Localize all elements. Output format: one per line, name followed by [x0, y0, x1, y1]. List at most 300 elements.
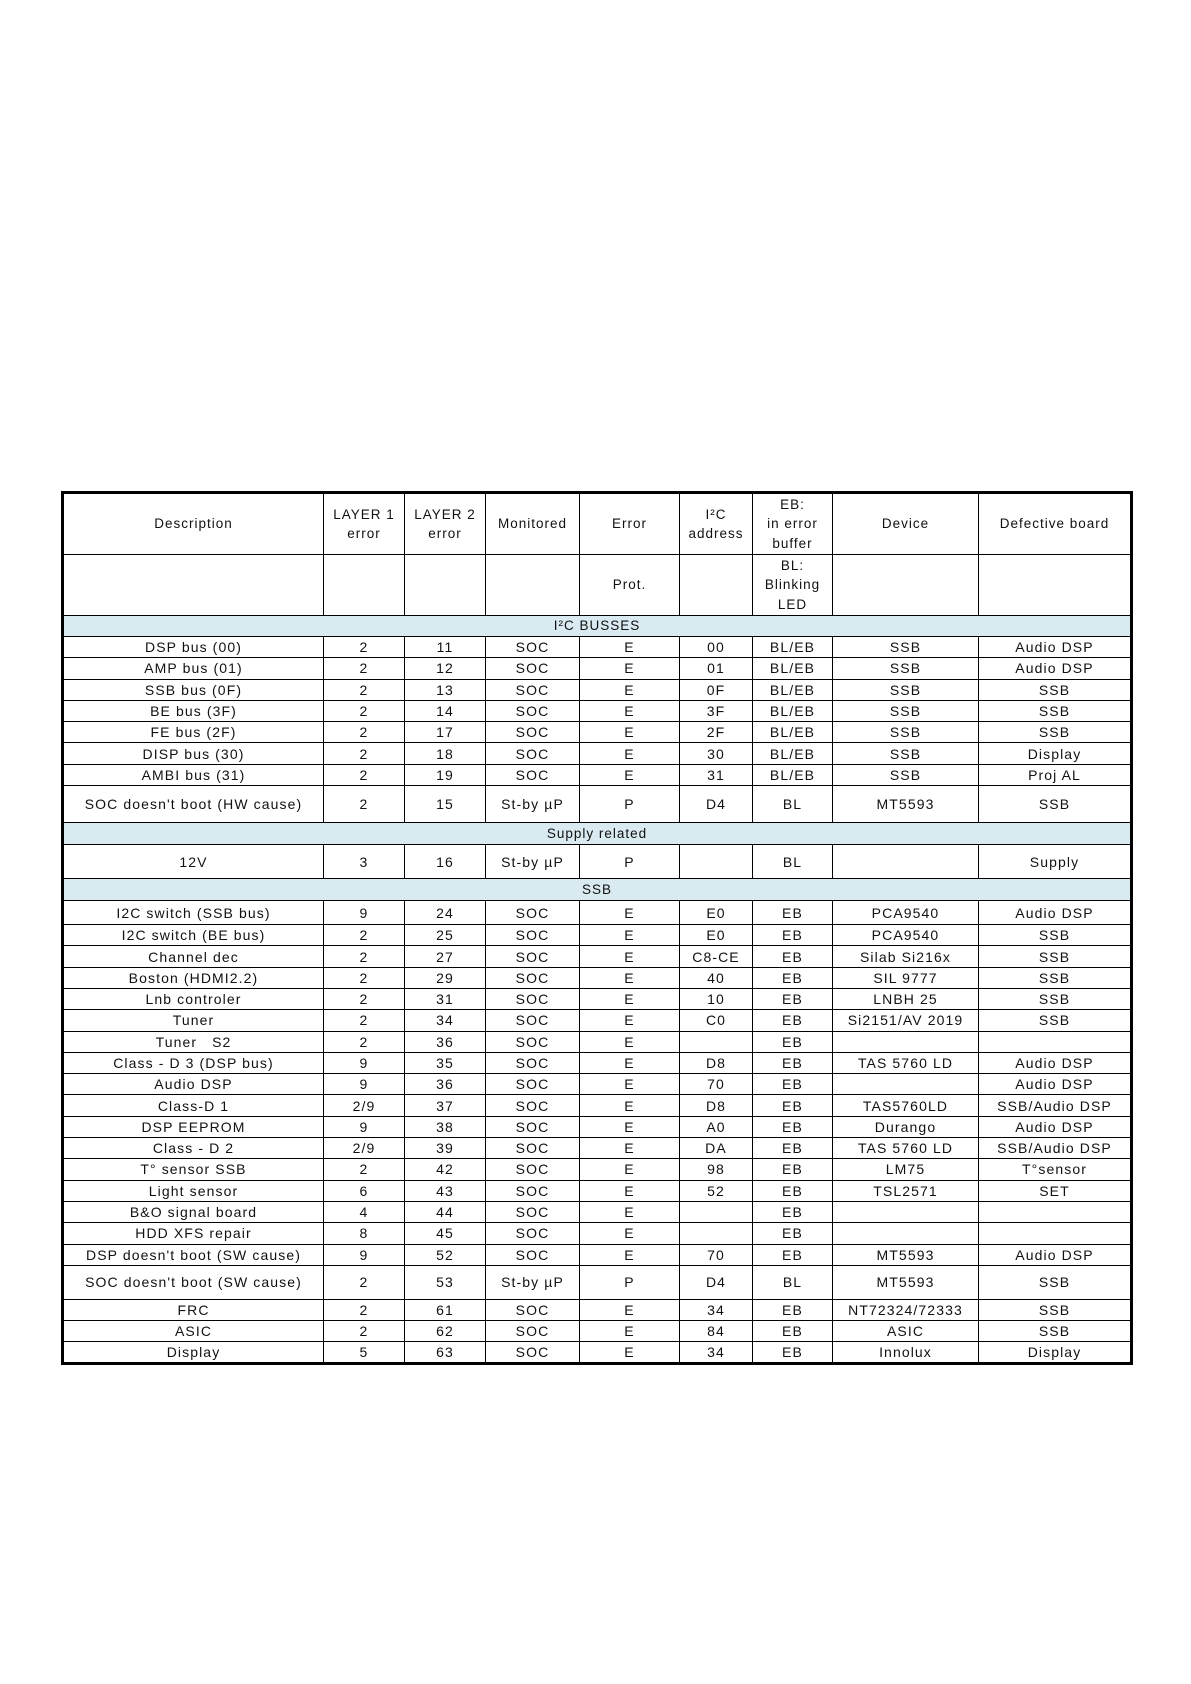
- header-eb-in-error-buffer: [753, 493, 833, 555]
- section-row: [63, 879, 1132, 901]
- cell-defective-board: T°sensor: [979, 1159, 1132, 1180]
- cell-layer1-error: 4: [324, 1201, 405, 1222]
- cell-layer1-error: 2: [324, 946, 405, 967]
- table-row: [63, 1074, 1132, 1095]
- cell-i2c-address: D4: [680, 1265, 753, 1299]
- cell-monitored: SOC: [486, 946, 580, 967]
- cell-monitored: SOC: [486, 1321, 580, 1342]
- cell-defective-board: [979, 1031, 1132, 1052]
- cell-layer2-error: 19: [405, 764, 486, 785]
- cell-description: SSB bus (0F): [63, 679, 324, 700]
- cell-device: MT5593: [833, 1265, 979, 1299]
- table-row: [63, 1138, 1132, 1159]
- cell-description: DSP bus (00): [63, 637, 324, 658]
- cell-monitored: SOC: [486, 1116, 580, 1137]
- cell-device: [833, 1031, 979, 1052]
- cell-i2c-address: 0F: [680, 679, 753, 700]
- cell-layer2-error: 14: [405, 700, 486, 721]
- header-sub-device: [833, 555, 979, 616]
- cell-eb-bl: EB: [753, 1180, 833, 1201]
- header-defective-board: Defective board: [979, 493, 1132, 555]
- header-bl-blinking-led: [753, 555, 833, 616]
- cell-defective-board: SSB: [979, 1010, 1132, 1031]
- table-row: [63, 786, 1132, 823]
- cell-device: SSB: [833, 764, 979, 785]
- cell-description: SOC doesn't boot (SW cause): [63, 1265, 324, 1299]
- cell-eb-bl: EB: [753, 1010, 833, 1031]
- cell-layer2-error: 62: [405, 1321, 486, 1342]
- cell-monitored: SOC: [486, 637, 580, 658]
- header-layer1-error-line: error: [347, 526, 381, 541]
- cell-layer1-error: 6: [324, 1180, 405, 1201]
- cell-layer1-error: 2: [324, 786, 405, 823]
- cell-error-prot: E: [580, 967, 680, 988]
- cell-layer1-error: 2: [324, 1321, 405, 1342]
- cell-device: SSB: [833, 637, 979, 658]
- cell-error-prot: E: [580, 988, 680, 1009]
- cell-description: Class - D 3 (DSP bus): [63, 1052, 324, 1073]
- table-row: [63, 1052, 1132, 1073]
- error-code-table: [61, 491, 1133, 1365]
- cell-i2c-address: 10: [680, 988, 753, 1009]
- table-row: [63, 764, 1132, 785]
- cell-eb-bl: EB: [753, 925, 833, 946]
- section-title: SSB: [63, 879, 1132, 901]
- cell-monitored: SOC: [486, 1180, 580, 1201]
- cell-i2c-address: 70: [680, 1074, 753, 1095]
- cell-layer2-error: 16: [405, 845, 486, 879]
- cell-defective-board: Audio DSP: [979, 1052, 1132, 1073]
- table-header: [63, 493, 1132, 616]
- cell-layer1-error: 3: [324, 845, 405, 879]
- cell-layer2-error: 31: [405, 988, 486, 1009]
- cell-monitored: SOC: [486, 988, 580, 1009]
- cell-monitored: St-by µP: [486, 786, 580, 823]
- section-title: Supply related: [63, 823, 1132, 845]
- cell-description: B&O signal board: [63, 1201, 324, 1222]
- cell-monitored: St-by µP: [486, 845, 580, 879]
- cell-eb-bl: BL/EB: [753, 700, 833, 721]
- cell-monitored: SOC: [486, 743, 580, 764]
- table-row: [63, 1265, 1132, 1299]
- header-subrow: [63, 555, 1132, 616]
- cell-defective-board: SET: [979, 1180, 1132, 1201]
- cell-monitored: SOC: [486, 1342, 580, 1363]
- cell-error-prot: E: [580, 1031, 680, 1052]
- cell-error-prot: E: [580, 637, 680, 658]
- cell-i2c-address: E0: [680, 901, 753, 925]
- cell-error-prot: E: [580, 1244, 680, 1265]
- cell-description: AMBI bus (31): [63, 764, 324, 785]
- cell-device: SIL 9777: [833, 967, 979, 988]
- cell-defective-board: Audio DSP: [979, 901, 1132, 925]
- cell-i2c-address: A0: [680, 1116, 753, 1137]
- cell-error-prot: E: [580, 901, 680, 925]
- cell-device: MT5593: [833, 1244, 979, 1265]
- section-title: I²C BUSSES: [63, 616, 1132, 637]
- cell-layer2-error: 25: [405, 925, 486, 946]
- cell-i2c-address: [680, 845, 753, 879]
- cell-description: Lnb controler: [63, 988, 324, 1009]
- cell-device: SSB: [833, 658, 979, 679]
- cell-description: DISP bus (30): [63, 743, 324, 764]
- cell-device: [833, 1201, 979, 1222]
- cell-device: SSB: [833, 722, 979, 743]
- cell-defective-board: [979, 1223, 1132, 1244]
- cell-device: LM75: [833, 1159, 979, 1180]
- cell-defective-board: SSB: [979, 700, 1132, 721]
- cell-layer2-error: 18: [405, 743, 486, 764]
- header-bl-line: BL:: [780, 557, 805, 573]
- cell-device: SSB: [833, 700, 979, 721]
- table-row: [63, 1116, 1132, 1137]
- cell-defective-board: SSB: [979, 722, 1132, 743]
- table-row: [63, 743, 1132, 764]
- cell-device: SSB: [833, 679, 979, 700]
- cell-description: Light sensor: [63, 1180, 324, 1201]
- cell-defective-board: Audio DSP: [979, 1244, 1132, 1265]
- cell-defective-board: Audio DSP: [979, 1074, 1132, 1095]
- cell-eb-bl: EB: [753, 1159, 833, 1180]
- cell-device: TAS 5760 LD: [833, 1052, 979, 1073]
- cell-i2c-address: 34: [680, 1299, 753, 1320]
- header-sub-defective: [979, 555, 1132, 616]
- cell-description: Class - D 2: [63, 1138, 324, 1159]
- cell-eb-bl: BL/EB: [753, 743, 833, 764]
- cell-description: AMP bus (01): [63, 658, 324, 679]
- cell-i2c-address: 30: [680, 743, 753, 764]
- cell-layer1-error: 2: [324, 679, 405, 700]
- cell-error-prot: E: [580, 925, 680, 946]
- cell-i2c-address: C0: [680, 1010, 753, 1031]
- cell-device: Durango: [833, 1116, 979, 1137]
- cell-defective-board: SSB: [979, 1321, 1132, 1342]
- header-description: Description: [63, 493, 324, 555]
- cell-layer1-error: 2: [324, 1010, 405, 1031]
- cell-eb-bl: BL: [753, 1265, 833, 1299]
- cell-layer1-error: 2: [324, 1265, 405, 1299]
- cell-eb-bl: EB: [753, 1342, 833, 1363]
- cell-monitored: SOC: [486, 967, 580, 988]
- cell-monitored: SOC: [486, 722, 580, 743]
- cell-eb-bl: EB: [753, 1321, 833, 1342]
- header-buffer-line: buffer: [772, 535, 813, 551]
- cell-error-prot: E: [580, 658, 680, 679]
- cell-layer1-error: 9: [324, 1074, 405, 1095]
- cell-monitored: SOC: [486, 1244, 580, 1265]
- cell-eb-bl: EB: [753, 967, 833, 988]
- cell-error-prot: P: [580, 845, 680, 879]
- header-blinking-line: Blinking: [764, 577, 821, 593]
- cell-defective-board: Supply: [979, 845, 1132, 879]
- cell-monitored: SOC: [486, 1031, 580, 1052]
- cell-device: MT5593: [833, 786, 979, 823]
- cell-description: DSP EEPROM: [63, 1116, 324, 1137]
- cell-i2c-address: 31: [680, 764, 753, 785]
- cell-error-prot: P: [580, 1265, 680, 1299]
- cell-layer2-error: 53: [405, 1265, 486, 1299]
- section-row: [63, 823, 1132, 845]
- cell-device: Si2151/AV 2019: [833, 1010, 979, 1031]
- cell-layer1-error: 2: [324, 925, 405, 946]
- cell-device: LNBH 25: [833, 988, 979, 1009]
- table-body: [63, 616, 1132, 1364]
- header-layer1-error: [324, 493, 405, 555]
- table-row: [63, 658, 1132, 679]
- cell-layer2-error: 15: [405, 786, 486, 823]
- cell-monitored: SOC: [486, 700, 580, 721]
- cell-device: ASIC: [833, 1321, 979, 1342]
- cell-monitored: SOC: [486, 1138, 580, 1159]
- cell-i2c-address: 00: [680, 637, 753, 658]
- cell-eb-bl: BL/EB: [753, 658, 833, 679]
- table-row: [63, 845, 1132, 879]
- cell-defective-board: SSB: [979, 1265, 1132, 1299]
- cell-device: NT72324/72333: [833, 1299, 979, 1320]
- cell-i2c-address: 84: [680, 1321, 753, 1342]
- cell-layer1-error: 2: [324, 1159, 405, 1180]
- cell-i2c-address: 01: [680, 658, 753, 679]
- cell-description: Boston (HDMI2.2): [63, 967, 324, 988]
- cell-eb-bl: BL: [753, 845, 833, 879]
- cell-monitored: SOC: [486, 925, 580, 946]
- cell-monitored: SOC: [486, 764, 580, 785]
- cell-error-prot: E: [580, 946, 680, 967]
- table-row: [63, 1299, 1132, 1320]
- table-row: [63, 901, 1132, 925]
- cell-error-prot: E: [580, 1138, 680, 1159]
- cell-layer2-error: 29: [405, 967, 486, 988]
- header-sub-i2c: [680, 555, 753, 616]
- cell-error-prot: E: [580, 1052, 680, 1073]
- cell-error-prot: E: [580, 764, 680, 785]
- header-sub-layer2: [405, 555, 486, 616]
- cell-i2c-address: 40: [680, 967, 753, 988]
- header-monitored: Monitored: [486, 493, 580, 555]
- cell-layer1-error: 2: [324, 988, 405, 1009]
- cell-monitored: SOC: [486, 1010, 580, 1031]
- cell-description: BE bus (3F): [63, 700, 324, 721]
- cell-layer2-error: 36: [405, 1031, 486, 1052]
- cell-layer2-error: 44: [405, 1201, 486, 1222]
- cell-eb-bl: BL/EB: [753, 722, 833, 743]
- cell-error-prot: E: [580, 1074, 680, 1095]
- header-led-line: LED: [777, 596, 808, 612]
- header-layer2-error: [405, 493, 486, 555]
- cell-layer2-error: 24: [405, 901, 486, 925]
- cell-i2c-address: [680, 1223, 753, 1244]
- cell-description: Display: [63, 1342, 324, 1363]
- cell-device: SSB: [833, 743, 979, 764]
- cell-eb-bl: EB: [753, 1223, 833, 1244]
- cell-description: Tuner S2: [63, 1031, 324, 1052]
- header-layer2-line: LAYER 2: [414, 506, 476, 522]
- cell-defective-board: Audio DSP: [979, 658, 1132, 679]
- cell-device: [833, 845, 979, 879]
- cell-layer1-error: 2/9: [324, 1095, 405, 1116]
- cell-layer2-error: 35: [405, 1052, 486, 1073]
- cell-layer2-error: 37: [405, 1095, 486, 1116]
- header-in-error-line: in error: [767, 516, 818, 532]
- cell-eb-bl: EB: [753, 901, 833, 925]
- cell-description: Audio DSP: [63, 1074, 324, 1095]
- cell-monitored: SOC: [486, 1223, 580, 1244]
- cell-defective-board: SSB: [979, 786, 1132, 823]
- cell-layer2-error: 17: [405, 722, 486, 743]
- cell-error-prot: E: [580, 1180, 680, 1201]
- table-row: [63, 1180, 1132, 1201]
- cell-error-prot: E: [580, 1010, 680, 1031]
- cell-i2c-address: C8-CE: [680, 946, 753, 967]
- table-row: [63, 925, 1132, 946]
- cell-error-prot: E: [580, 700, 680, 721]
- cell-error-prot: E: [580, 722, 680, 743]
- cell-description: FRC: [63, 1299, 324, 1320]
- cell-layer2-error: 61: [405, 1299, 486, 1320]
- cell-error-prot: E: [580, 1095, 680, 1116]
- cell-i2c-address: [680, 1201, 753, 1222]
- cell-defective-board: SSB: [979, 988, 1132, 1009]
- cell-defective-board: Display: [979, 1342, 1132, 1363]
- cell-error-prot: E: [580, 1223, 680, 1244]
- cell-description: DSP doesn't boot (SW cause): [63, 1244, 324, 1265]
- cell-defective-board: SSB: [979, 925, 1132, 946]
- cell-device: [833, 1223, 979, 1244]
- cell-error-prot: P: [580, 786, 680, 823]
- cell-layer1-error: 2: [324, 722, 405, 743]
- cell-layer1-error: 2: [324, 1299, 405, 1320]
- table-row: [63, 1010, 1132, 1031]
- table-row: [63, 1342, 1132, 1363]
- cell-layer1-error: 8: [324, 1223, 405, 1244]
- header-sub-monitored: [486, 555, 580, 616]
- cell-monitored: St-by µP: [486, 1265, 580, 1299]
- cell-eb-bl: BL/EB: [753, 679, 833, 700]
- table-row: [63, 1223, 1132, 1244]
- cell-error-prot: E: [580, 1342, 680, 1363]
- cell-layer1-error: 9: [324, 1116, 405, 1137]
- cell-description: I2C switch (BE bus): [63, 925, 324, 946]
- cell-layer1-error: 2/9: [324, 1138, 405, 1159]
- cell-layer2-error: 52: [405, 1244, 486, 1265]
- cell-layer1-error: 2: [324, 700, 405, 721]
- cell-description: SOC doesn't boot (HW cause): [63, 786, 324, 823]
- cell-layer1-error: 2: [324, 658, 405, 679]
- cell-description: ASIC: [63, 1321, 324, 1342]
- cell-eb-bl: EB: [753, 1299, 833, 1320]
- cell-layer1-error: 2: [324, 637, 405, 658]
- cell-device: TAS 5760 LD: [833, 1138, 979, 1159]
- cell-eb-bl: EB: [753, 1138, 833, 1159]
- cell-device: PCA9540: [833, 925, 979, 946]
- cell-layer1-error: 5: [324, 1342, 405, 1363]
- cell-description: FE bus (2F): [63, 722, 324, 743]
- cell-i2c-address: D8: [680, 1052, 753, 1073]
- cell-i2c-address: DA: [680, 1138, 753, 1159]
- section-row: [63, 616, 1132, 637]
- table-row: [63, 988, 1132, 1009]
- cell-layer2-error: 39: [405, 1138, 486, 1159]
- cell-defective-board: SSB/Audio DSP: [979, 1138, 1132, 1159]
- header-sub-description: [63, 555, 324, 616]
- cell-defective-board: [979, 1201, 1132, 1222]
- cell-layer2-error: 36: [405, 1074, 486, 1095]
- cell-monitored: SOC: [486, 679, 580, 700]
- cell-device: TAS5760LD: [833, 1095, 979, 1116]
- cell-layer1-error: 9: [324, 1244, 405, 1265]
- cell-defective-board: SSB/Audio DSP: [979, 1095, 1132, 1116]
- cell-eb-bl: EB: [753, 1031, 833, 1052]
- header-layer2-error-line: error: [428, 526, 462, 541]
- cell-eb-bl: BL/EB: [753, 764, 833, 785]
- cell-defective-board: Audio DSP: [979, 1116, 1132, 1137]
- header-layer1-line: LAYER 1: [333, 506, 395, 522]
- cell-layer1-error: 2: [324, 967, 405, 988]
- cell-monitored: SOC: [486, 901, 580, 925]
- cell-description: 12V: [63, 845, 324, 879]
- cell-eb-bl: EB: [753, 1052, 833, 1073]
- table-row: [63, 700, 1132, 721]
- cell-defective-board: Display: [979, 743, 1132, 764]
- cell-error-prot: E: [580, 1299, 680, 1320]
- cell-monitored: SOC: [486, 1074, 580, 1095]
- table-row: [63, 1159, 1132, 1180]
- cell-device: [833, 1074, 979, 1095]
- cell-eb-bl: EB: [753, 1201, 833, 1222]
- cell-defective-board: SSB: [979, 946, 1132, 967]
- cell-i2c-address: 52: [680, 1180, 753, 1201]
- header-sub-layer1: [324, 555, 405, 616]
- cell-error-prot: E: [580, 1116, 680, 1137]
- cell-monitored: SOC: [486, 658, 580, 679]
- cell-device: TSL2571: [833, 1180, 979, 1201]
- cell-error-prot: E: [580, 743, 680, 764]
- cell-i2c-address: 3F: [680, 700, 753, 721]
- cell-i2c-address: E0: [680, 925, 753, 946]
- cell-description: I2C switch (SSB bus): [63, 901, 324, 925]
- cell-i2c-address: 98: [680, 1159, 753, 1180]
- cell-defective-board: Proj AL: [979, 764, 1132, 785]
- cell-eb-bl: EB: [753, 1116, 833, 1137]
- cell-description: Tuner: [63, 1010, 324, 1031]
- cell-layer2-error: 45: [405, 1223, 486, 1244]
- cell-layer2-error: 12: [405, 658, 486, 679]
- cell-error-prot: E: [580, 1321, 680, 1342]
- cell-description: HDD XFS repair: [63, 1223, 324, 1244]
- header-error: Error: [580, 493, 680, 555]
- cell-eb-bl: BL: [753, 786, 833, 823]
- cell-defective-board: SSB: [979, 967, 1132, 988]
- cell-monitored: SOC: [486, 1052, 580, 1073]
- table-row: [63, 679, 1132, 700]
- cell-monitored: SOC: [486, 1201, 580, 1222]
- cell-layer2-error: 27: [405, 946, 486, 967]
- cell-layer1-error: 2: [324, 764, 405, 785]
- cell-device: Innolux: [833, 1342, 979, 1363]
- table-row: [63, 1031, 1132, 1052]
- cell-layer1-error: 2: [324, 1031, 405, 1052]
- cell-defective-board: SSB: [979, 679, 1132, 700]
- table-row: [63, 1244, 1132, 1265]
- header-error-prot: Prot.: [580, 555, 680, 616]
- cell-defective-board: SSB: [979, 1299, 1132, 1320]
- cell-layer1-error: 9: [324, 1052, 405, 1073]
- cell-defective-board: Audio DSP: [979, 637, 1132, 658]
- cell-i2c-address: 34: [680, 1342, 753, 1363]
- cell-layer2-error: 43: [405, 1180, 486, 1201]
- cell-layer2-error: 63: [405, 1342, 486, 1363]
- header-eb-line: EB:: [780, 496, 805, 512]
